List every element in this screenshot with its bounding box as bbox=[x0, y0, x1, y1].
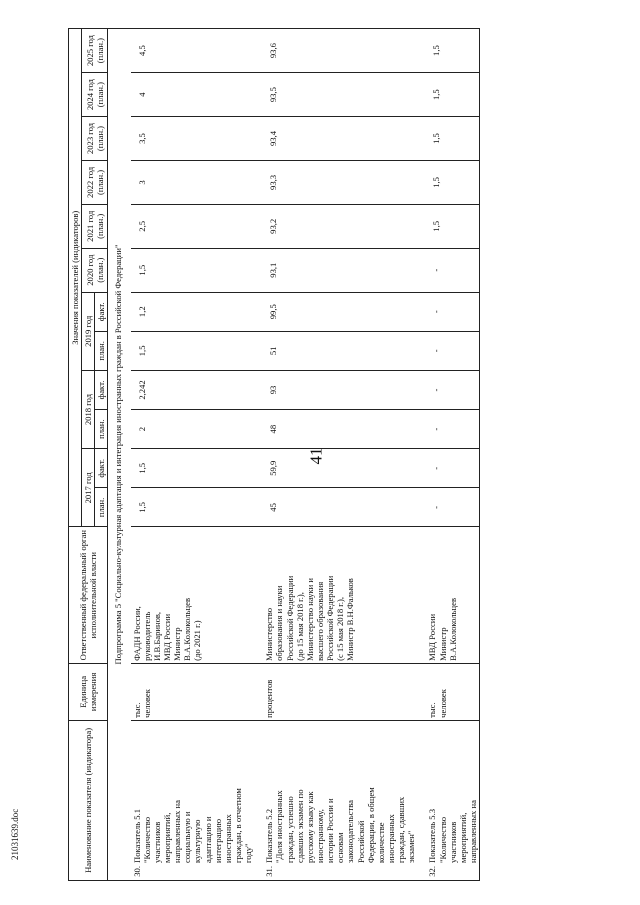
page-number: 41 bbox=[306, 447, 326, 465]
value-2023: 1,5 bbox=[417, 117, 479, 161]
responsible-body: Министерство образования и науки Российской Федерации (до 15 мая 2018 г.), Министерство науки и высшего образования Российской Федерации (с 15 мая 2018 г.), Министр В.Н.Фальков bbox=[254, 527, 417, 663]
value-2023: 3,5 bbox=[131, 117, 255, 161]
value-2023: 93,4 bbox=[254, 117, 417, 161]
table-row bbox=[131, 29, 255, 881]
value-2019-plan: 1,5 bbox=[131, 331, 255, 370]
indicators-table bbox=[68, 28, 480, 881]
value-2017-plan: 45 bbox=[254, 488, 417, 527]
header-year-2017: 2017 год bbox=[82, 449, 95, 527]
value-2020: 1,5 bbox=[131, 248, 255, 292]
value-2018-fact: 93 bbox=[254, 370, 417, 409]
header-year-2019: 2019 год bbox=[82, 292, 95, 370]
header-year-2025: 2025 год (план.) bbox=[82, 29, 108, 73]
header-year-2020: 2020 год (план.) bbox=[82, 248, 108, 292]
indicator-cell bbox=[417, 720, 479, 880]
value-2019-plan: 51 bbox=[254, 331, 417, 370]
value-2025: 93,6 bbox=[254, 29, 417, 73]
indicator-cell bbox=[254, 720, 417, 880]
header-year-2023: 2023 год (план.) bbox=[82, 117, 108, 161]
header-2019-fact: факт. bbox=[95, 292, 108, 331]
value-2022: 93,3 bbox=[254, 160, 417, 204]
responsible-body: ФАДН России, руководитель И.В.Баринов, МВД России Министр В.А.Колокольцев (до 2021 г.) bbox=[131, 527, 255, 663]
unit: тыс. человек bbox=[131, 663, 255, 720]
indicator-name: Показатель 5.3 "Количество участников мероприятий, направленных на bbox=[427, 800, 478, 863]
subprogram-title: Подпрограмма 5 "Социально-культурная адаптация и интеграция иностранных граждан в Российской Федерации" bbox=[108, 29, 131, 881]
value-2021: 93,2 bbox=[254, 204, 417, 248]
header-2017-fact: факт. bbox=[95, 449, 108, 488]
table-row bbox=[417, 29, 479, 881]
value-2024: 1,5 bbox=[417, 73, 479, 117]
header-2018-plan: план. bbox=[95, 410, 108, 449]
value-2017-fact: - bbox=[417, 449, 479, 488]
header-indicator-name: Наименование показателя (индикатора) bbox=[69, 720, 108, 880]
value-2017-plan: 1,5 bbox=[131, 488, 255, 527]
value-2018-fact: - bbox=[417, 370, 479, 409]
value-2018-plan: 48 bbox=[254, 410, 417, 449]
header-year-2022: 2022 год (план.) bbox=[82, 160, 108, 204]
table-body bbox=[108, 29, 480, 881]
header-2019-plan: план. bbox=[95, 331, 108, 370]
value-2019-fact: - bbox=[417, 292, 479, 331]
header-year-2018: 2018 год bbox=[82, 370, 95, 448]
row-number: 32. bbox=[427, 866, 438, 877]
header-responsible-body: Ответственный федеральный орган исполнительной власти bbox=[69, 527, 108, 663]
value-2022: 1,5 bbox=[417, 160, 479, 204]
value-2019-fact: 1,2 bbox=[131, 292, 255, 331]
value-2019-plan: - bbox=[417, 331, 479, 370]
indicator-cell bbox=[131, 720, 255, 880]
value-2021: 1,5 bbox=[417, 204, 479, 248]
value-2018-plan: - bbox=[417, 410, 479, 449]
value-2024: 93,5 bbox=[254, 73, 417, 117]
value-2020: - bbox=[417, 248, 479, 292]
header-indicator-values: Значения показателей (индикаторов) bbox=[69, 29, 82, 527]
value-2017-fact: 59,9 bbox=[254, 449, 417, 488]
value-2018-plan: 2 bbox=[131, 410, 255, 449]
table-row bbox=[254, 29, 417, 881]
indicators-table-container bbox=[68, 28, 526, 881]
header-2018-fact: факт. bbox=[95, 370, 108, 409]
table-header bbox=[69, 29, 108, 881]
value-2024: 4 bbox=[131, 73, 255, 117]
row-number: 30. bbox=[131, 866, 142, 877]
header-unit: Единица измерения bbox=[69, 663, 108, 720]
unit: процентов bbox=[254, 663, 417, 720]
value-2017-plan: - bbox=[417, 488, 479, 527]
value-2025: 4,5 bbox=[131, 29, 255, 73]
indicator-name: Показатель 5.2 "Доля иностранных граждан, успешно сдавших экзамен по русскому языку как иностранному, истории России и основам законодательства Российской Федерации, в общем количестве иностранных граждан, сдавших экзамен" bbox=[264, 787, 417, 863]
value-2017-fact: 1,5 bbox=[131, 449, 255, 488]
value-2020: 93,1 bbox=[254, 248, 417, 292]
footer-code: 21031639.doc bbox=[10, 808, 20, 860]
value-2022: 3 bbox=[131, 160, 255, 204]
unit: тыс. человек bbox=[417, 663, 479, 720]
value-2018-fact: 2,242 bbox=[131, 370, 255, 409]
value-2025: 1,5 bbox=[417, 29, 479, 73]
value-2019-fact: 99,5 bbox=[254, 292, 417, 331]
header-year-2024: 2024 год (план.) bbox=[82, 73, 108, 117]
header-year-2021: 2021 год (план.) bbox=[82, 204, 108, 248]
indicator-name: Показатель 5.1 "Количество участников мероприятий, направленных на социальную и культурную адаптацию и интеграцию иностранных граждан, в отчетном году" bbox=[131, 788, 254, 863]
responsible-body: МВД России Министр В.А.Колокольцев bbox=[417, 527, 479, 663]
header-2017-plan: план. bbox=[95, 488, 108, 527]
value-2021: 2,5 bbox=[131, 204, 255, 248]
row-number: 31. bbox=[264, 866, 275, 877]
